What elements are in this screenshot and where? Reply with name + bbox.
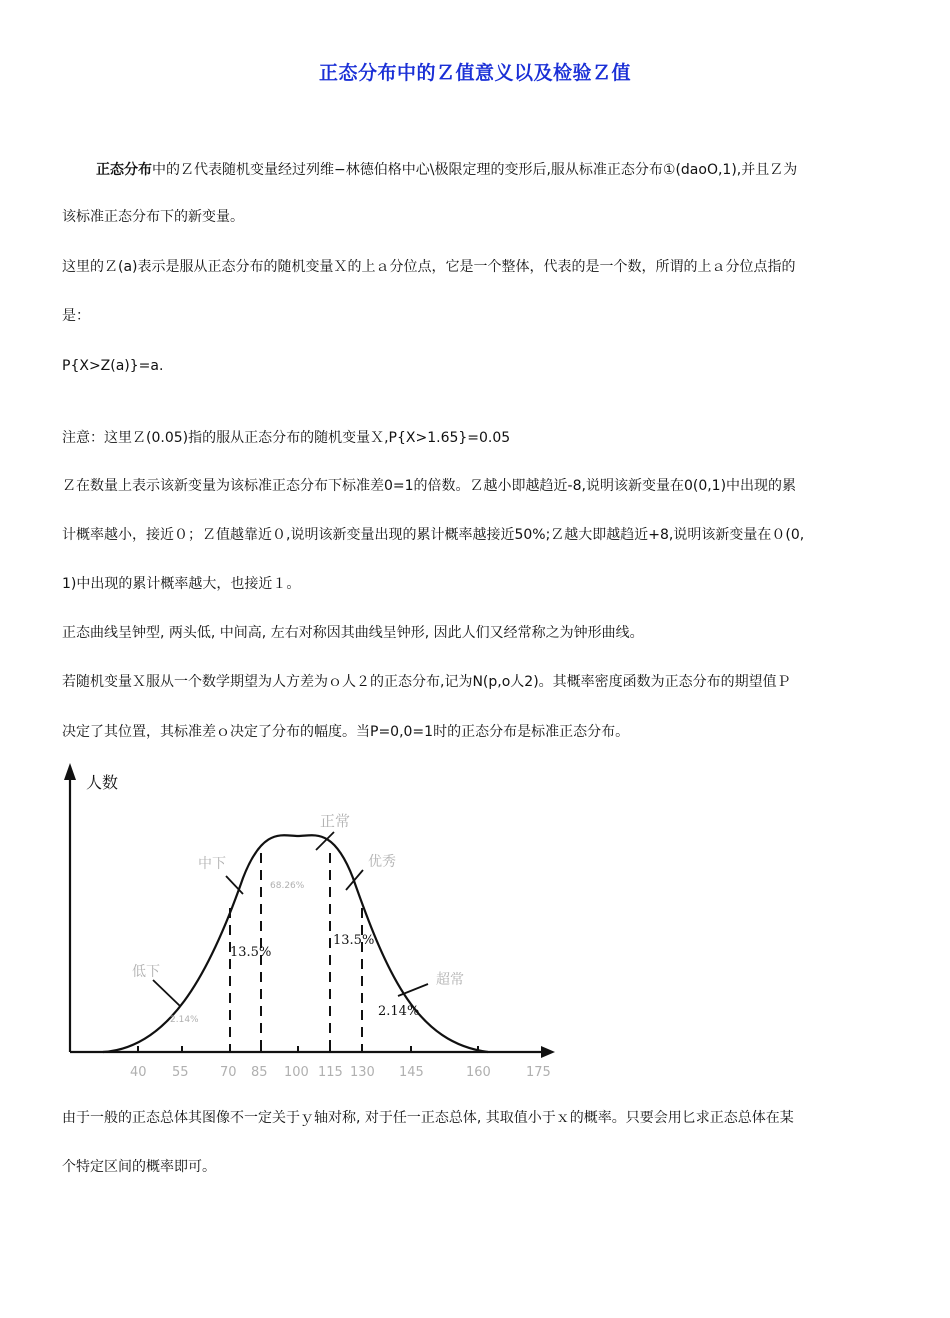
paragraph-3-line-3: 1)中出现的累计概率越大，也接近１。 (62, 576, 301, 592)
pointer-upper-right (346, 870, 363, 890)
paragraph-3-line-2: 计概率越小，接近０；Ｚ值越靠近０,说明该新变量出现的累计概率越接近50%;Ｚ越大即越趋近+8,说明该新变量在０(0, (62, 527, 805, 543)
tick-label: 115 (318, 1065, 343, 1080)
tick-label: 160 (466, 1065, 491, 1080)
tick-label: 130 (350, 1065, 375, 1080)
percentage-right: 13.5% (333, 933, 375, 948)
paragraph-5-line-2: 决定了其位置，其标准差ｏ决定了分布的幅度。当P=0,0=1时的正态分布是标准正态分布。 (62, 724, 630, 740)
bell-curve-figure (58, 758, 563, 1083)
tick-label: 55 (172, 1065, 189, 1080)
tick-label: 85 (251, 1065, 268, 1080)
label-below-average: 中下 (198, 856, 226, 872)
left-tail-percentage: 2.14% (170, 1015, 199, 1025)
y-axis-arrow-icon (64, 763, 76, 780)
bold-term: 正态分布 (96, 162, 152, 178)
paragraph-3-line-1: Ｚ在数量上表示该新变量为该标准正态分布下标准差0=1的倍数。Ｚ越小即越趋近-8,说明该新变量在0(0,1)中出现的累 (62, 478, 797, 494)
paragraph-2-line-2: 是： (62, 308, 90, 324)
page-title: 正态分布中的Ｚ值意义以及检验Ｚ值 (318, 62, 631, 84)
y-axis-label-1: 人数 (86, 773, 119, 792)
paragraph-1-line-1 (62, 159, 888, 181)
x-axis-arrow-icon (541, 1046, 555, 1058)
paragraph-1-text: 中的Ｚ代表随机变量经过列维−林德伯格中心\极限定理的变形后,服从标准正态分布①(daoO,1),并且Ｚ为 (152, 162, 798, 178)
bell-curve (103, 835, 488, 1052)
tick-label: 145 (399, 1065, 424, 1080)
paragraph-6-line-1: 由于一般的正态总体其图像不一定关于ｙ轴对称, 对于任一正态总体, 其取值小于ｘ的概率。只要会用匕求正态总体在某 (62, 1110, 794, 1126)
label-normal: 正常 (320, 812, 351, 830)
label-excellent: 优秀 (368, 854, 396, 870)
formula-line: P{X>Z(a)}=a. (62, 358, 164, 374)
pointer-lower-left (153, 980, 180, 1006)
bell-curve-svg (58, 758, 563, 1083)
percentage-left: 13.5% (230, 945, 272, 960)
center-percentage: 68.26% (270, 881, 305, 891)
paragraph-5-line-1: 若随机变量Ｘ服从一个数学期望为人方差为ｏ人２的正态分布,记为N(p,o人2)。其概率密度函数为正态分布的期望值Ｐ (62, 674, 791, 690)
paragraph-6-line-2: 个特定区间的概率即可。 (62, 1159, 216, 1175)
paragraph-1-line-2: 该标准正态分布下的新变量。 (62, 209, 244, 225)
tick-label: 175 (526, 1065, 551, 1080)
tick-label: 70 (220, 1065, 237, 1080)
paragraph-4: 正态曲线呈钟型, 两头低, 中间高, 左右对称因其曲线呈钟形, 因此人们又经常称之为钟形曲线。 (62, 625, 644, 641)
label-superior: 超常 (436, 972, 464, 988)
note-line: 注意：这里Ｚ(0.05)指的服从正态分布的随机变量Ｘ,P{X>1.65}=0.05 (62, 430, 511, 446)
paragraph-2-line-1: 这里的Ｚ(a)表示是服从正态分布的随机变量Ｘ的上ａ分位点，它是一个整体，代表的是一个数，所谓的上ａ分位点指的 (62, 259, 796, 275)
tick-label: 40 (130, 1065, 147, 1080)
label-low: 低下 (132, 964, 160, 980)
tick-label: 100 (284, 1065, 309, 1080)
percentage-tail: 2.14% (378, 1004, 420, 1019)
